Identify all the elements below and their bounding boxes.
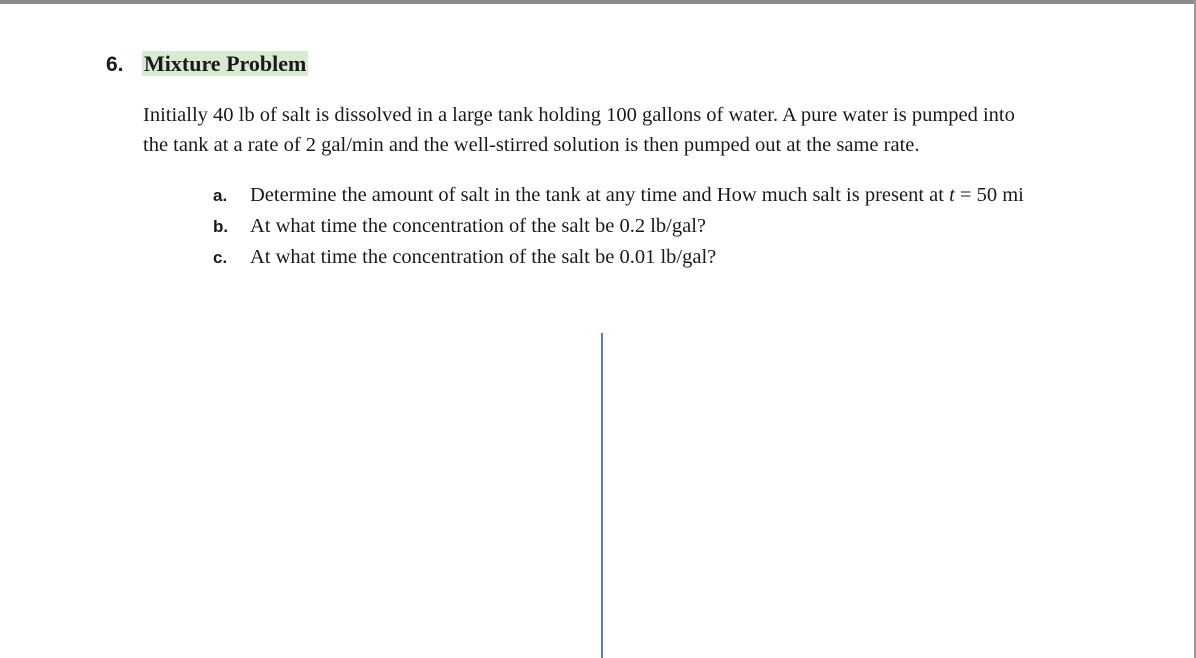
question-list bbox=[213, 180, 1143, 273]
problem-statement-line-1: Initially 40 lb of salt is dissolved in a large tank holding 100 gallons of water. A pure water is pumped into bbox=[143, 104, 1015, 126]
question-text-tail: = 50 mi bbox=[954, 184, 1024, 206]
problem-number: 6. bbox=[106, 53, 124, 76]
question-marker: b. bbox=[213, 217, 229, 236]
text-cursor-line bbox=[601, 333, 603, 658]
question-item-b[interactable] bbox=[213, 211, 1143, 242]
question-text: At what time the concentration of the salt be 0.2 lb/gal? bbox=[250, 215, 706, 237]
question-text: At what time the concentration of the salt be 0.01 lb/gal? bbox=[250, 246, 717, 268]
problem-title: Mixture Problem bbox=[144, 51, 307, 76]
problem-heading bbox=[106, 49, 308, 80]
question-marker: c. bbox=[213, 248, 228, 267]
problem-statement-line-2: the tank at a rate of 2 gal/min and the well-stirred solution is then pumped out at the same rate. bbox=[143, 134, 920, 156]
question-text: Determine the amount of salt in the tank at any time and How much salt is present at bbox=[250, 184, 950, 206]
question-marker: a. bbox=[213, 186, 228, 205]
window-top-border bbox=[0, 0, 1196, 4]
problem-statement[interactable] bbox=[143, 100, 1143, 160]
question-item-c[interactable] bbox=[213, 242, 1143, 273]
question-item-a[interactable] bbox=[213, 180, 1143, 211]
time-variable: t bbox=[949, 184, 955, 206]
